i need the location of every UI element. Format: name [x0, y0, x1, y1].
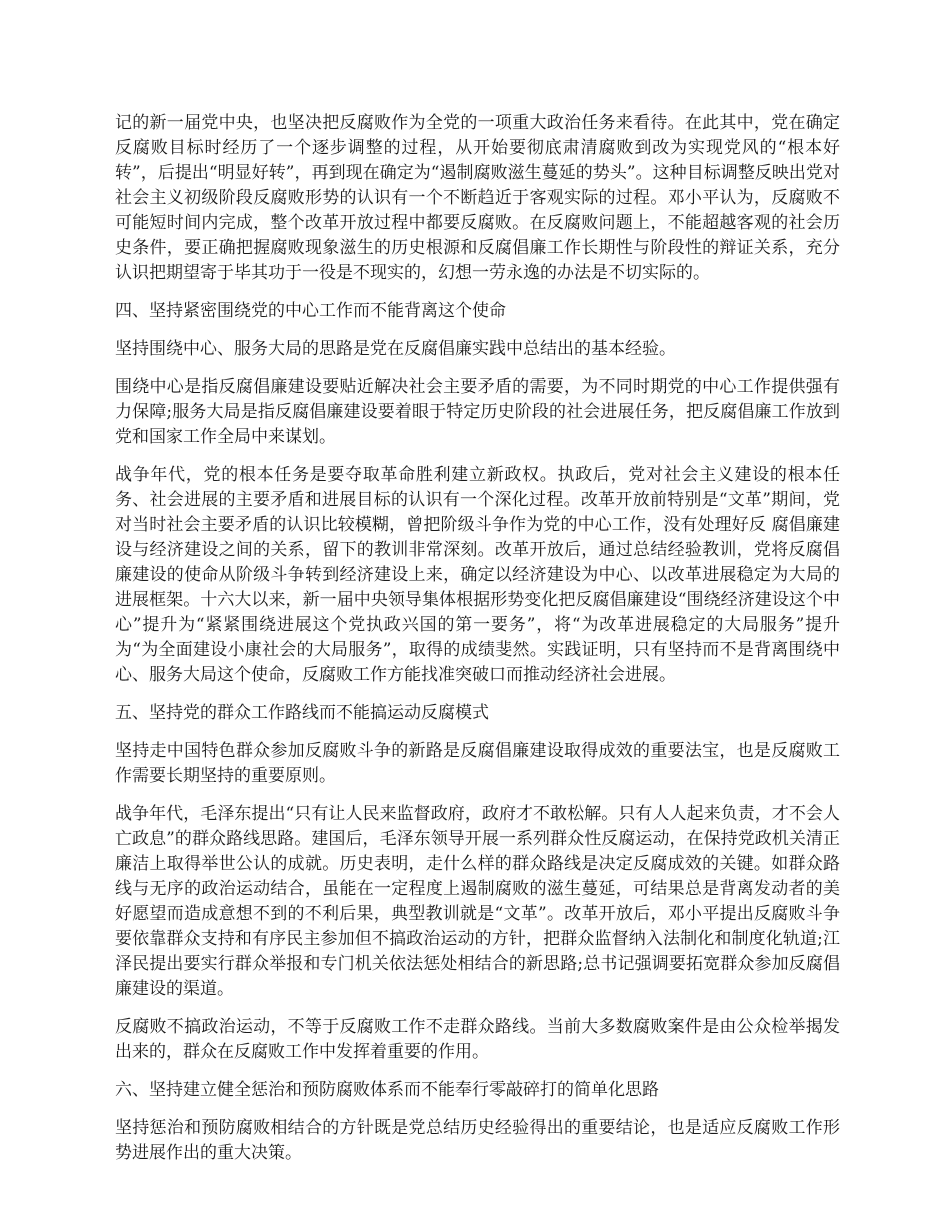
paragraph-5-history: 战争年代，毛泽东提出“只有让人民来监督政府，政府才不敢松解。只有人人起来负责，才不会人亡政息”的群众路线思路。建国后，毛泽东领导开展一系列群众性反腐运动，在保持党政机关清正廉洁上取得举世公认的成就。历史表明，走什么样的群众路线是决定反腐成效的关键。如群众路线与无序的政治运动结合，虽能在一定程度上遏制腐败的滋生蔓延，可结果总是背离发动者的美好愿望而造成意想不到的不利后果，典型教训就是“文革”。改革开放后，邓小平提出反腐败斗争要依靠群众支持和有序民主参加但不搞政治运动的方针，把群众监督纳入法制化和制度化轨道;江泽民提出要实行群众举报和专门机关依法惩处相结合的新思路;总书记强调要拓宽群众参加反腐倡廉建设的渠道。	[115, 804, 840, 999]
section-heading-6: 六、坚持建立健全惩治和预防腐败体系而不能奉行零敲碎打的简单化思路	[115, 1080, 659, 1100]
section-heading-4: 四、坚持紧密围绕党的中心工作而不能背离这个使命	[115, 301, 506, 321]
paragraph-5-summary: 坚持走中国特色群众参加反腐败斗争的新路是反腐倡廉建设取得成效的重要法宝，也是反腐败工作需要长期坚持的重要原则。	[115, 741, 840, 786]
paragraph-4-summary: 坚持围绕中心、服务大局的思路是党在反腐倡廉实践中总结出的基本经验。	[115, 339, 676, 359]
paragraph-5-conclusion: 反腐败不搞政治运动，不等于反腐败工作不走群众路线。当前大多数腐败案件是由公众检举揭发出来的，群众在反腐败工作中发挥着重要的作用。	[115, 1017, 840, 1062]
document-body	[115, 111, 840, 1179]
paragraph-4-definition: 围绕中心是指反腐倡廉建设要贴近解决社会主要矛盾的需要，为不同时期党的中心工作提供强有力保障;服务大局是指反腐倡廉建设要着眼于特定历史阶段的社会进展任务，把反腐倡廉工作放到党和国家工作全局中来谋划。	[115, 377, 840, 447]
section-heading-5: 五、坚持党的群众工作路线而不能搞运动反腐模式	[115, 703, 489, 723]
paragraph-4-history: 战争年代，党的根本任务是要夺取革命胜利建立新政权。执政后，党对社会主义建设的根本任务、社会进展的主要矛盾和进展目标的认识有一个深化过程。改革开放前特别是“文革”期间，党对当时社会主要矛盾的认识比较模糊，曾把阶级斗争作为党的中心工作，没有处理好反 腐倡廉建设与经济建设之间的关系，留下的教训非常深刻。改革开放后，通过总结经验教训，党将反腐倡廉建设的使命从阶级斗争转到经济建设上来，确定以经济建设为中心、以改革进展稳定为大局的进展框架。十六大以来，新一届中央领导集体根据形势变化把反腐倡廉建设“围绕经济建设这个中心”提升为“紧紧围绕进展这个党执政兴国的第一要务”，将“为改革进展稳定的大局服务”提升为“为全面建设小康社会的大局服务”，取得的成绩斐然。实践证明，只有坚持而不是背离围绕中心、服务大局这个使命，反腐败工作方能找准突破口而推动经济社会进展。	[115, 465, 840, 685]
paragraph-6-summary: 坚持惩治和预防腐败相结合的方针既是党总结历史经验得出的重要结论，也是适应反腐败工作形势进展作出的重大决策。	[115, 1118, 840, 1163]
paragraph-intro-continued: 记的新一届党中央，也坚决把反腐败作为全党的一项重大政治任务来看待。在此其中，党在确定反腐败目标时经历了一个逐步调整的过程，从开始要彻底肃清腐败到改为实现党风的“根本好转”，后提出“明显好转”，再到现在确定为“遏制腐败滋生蔓延的势头”。这种目标调整反映出党对社会主义初级阶段反腐败形势的认识有一个不断趋近于客观实际的过程。邓小平认为，反腐败不可能短时间内完成，整个改革开放过程中都要反腐败。在反腐败问题上，不能超越客观的社会历史条件，要正确把握腐败现象滋生的历史根源和反腐倡廉工作长期性与阶段性的辩证关系，充分认识把期望寄于毕其功于一役是不现实的，幻想一劳永逸的办法是不切实际的。	[115, 113, 840, 283]
